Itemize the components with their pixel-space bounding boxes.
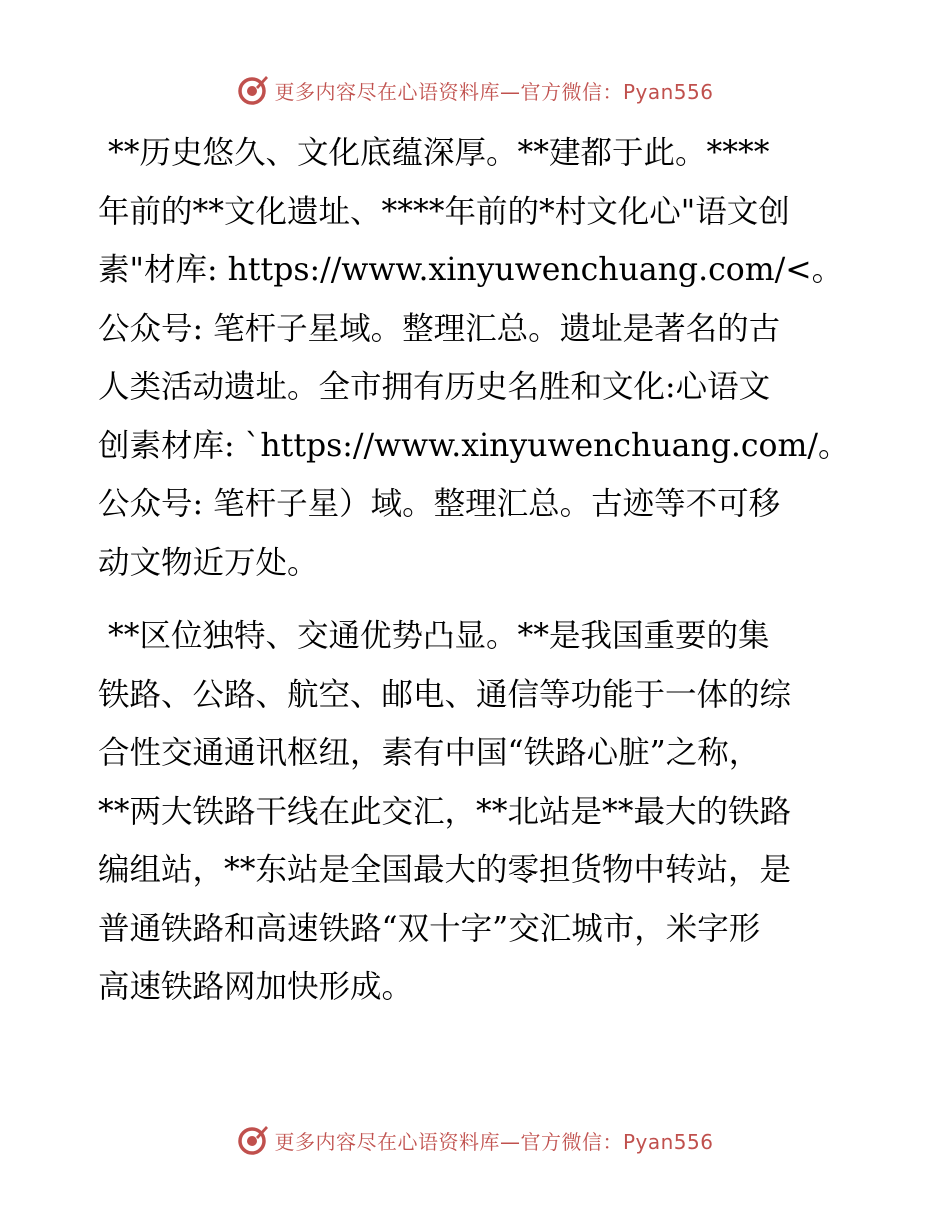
paragraph-transport: **区位独特、交通优势凸显。**是我国重要的集 铁路、公路、航空、邮电、通信等功能于一体的综 合性交通通讯枢纽，素有中国“铁路心脏”之称， **两大铁路干线在此交汇，**北站是**最大的铁路 编组站，**东站是全国最大的零担货物中转站，是 普通铁路和高速铁路“双十字”交汇城市，米字形 高速铁路网加快形成。	[98, 618, 792, 1005]
pen-logo-icon	[236, 73, 270, 107]
pen-logo-icon	[236, 1123, 270, 1157]
document-body	[98, 124, 858, 1017]
header-banner	[0, 70, 950, 110]
footer-banner-text: 更多内容尽在心语资料库—官方微信：Pyan556	[274, 1129, 714, 1154]
paragraph-history: **历史悠久、文化底蕴深厚。**建都于此。**** 年前的**文化遗址、****年前的*村文化心"语文创 素"材库: https://www.xinyuwenchuang.com/<。 公众号: 笔杆子星域。整理汇总。遗址是著名的古 人类活动遗址。全市拥有历史名胜和文化:心语文 创素材库: `https://www.xinyuwenchuang.com/。 公众号: 笔杆子星）域。整理汇总。古迹等不可移 动文物近万处。	[98, 135, 850, 581]
header-banner-text: 更多内容尽在心语资料库—官方微信：Pyan556	[274, 79, 714, 104]
footer-banner	[0, 1120, 950, 1160]
